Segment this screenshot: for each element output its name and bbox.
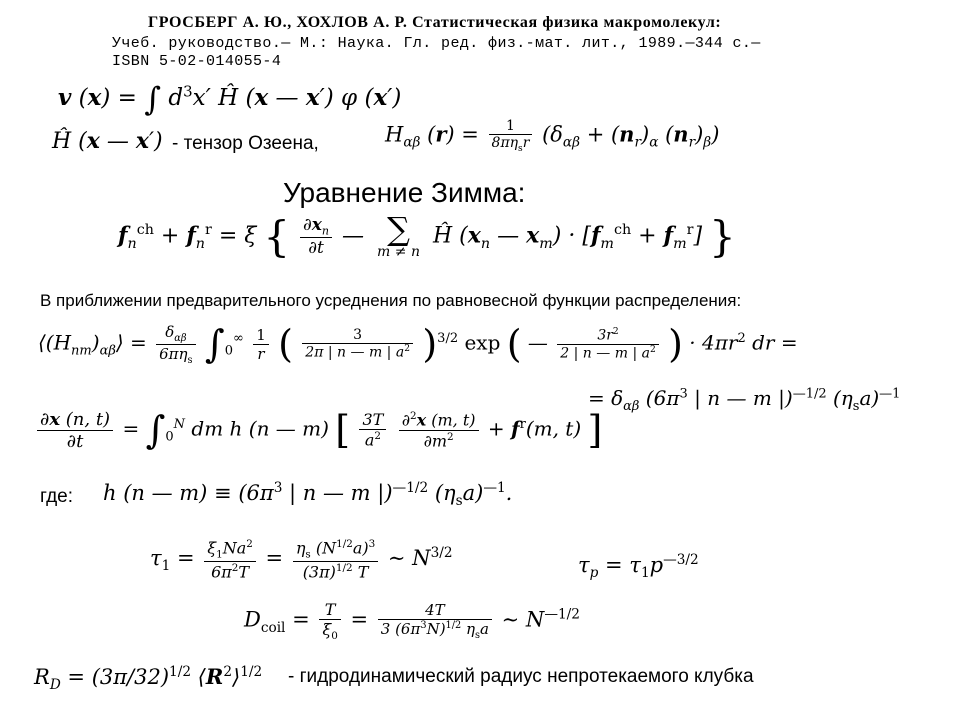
- averaged-oseen-equation: $⟨(H_{nm})_{\alpha\beta}⟩$ = $\frac{\delta_{\alpha\beta}}{6\pi\eta_s}$ $\int_0^\infty$ $\frac{1}{r}$ ( $\frac{3}{2\pi | n — m | a^2}$ )$^{3/2}$ exp ( — $\frac{3r^2}{2 | n — m | a^2}$ ) · $4\pi r^2$ dr =: [38, 322, 798, 366]
- oseen-tensor-equation: $H_{\alpha\beta}$ (r) = $\frac{1}{8\pi\eta_sr}$ ($\delta_{\alpha\beta} + (n_r)_\alpha$ $(n_r)_\beta$): [385, 118, 720, 154]
- where-label: где:: [40, 486, 74, 507]
- kernel-definition: h (n — $m) \equiv (6\pi^3$ | n — m |)$^{—1/2}$ $(\eta_sa)^{—1}$.: [103, 480, 513, 510]
- zimm-equation-heading: Уравнение Зимма:: [283, 177, 526, 208]
- coil-diffusion-equation: $D_{coil}$ = $\frac{T}{\xi_0}$ = $\frac{4T}{3 (6\pi^3N)^{1/2} \eta_sa}$ ∼ $N^{—1/2}$: [244, 600, 580, 643]
- oseen-tensor-label: - тензор Озеена,: [172, 133, 319, 154]
- preaveraged-zimm-equation: $\frac{\partial x (n, t)}{\partial t}$ = $\int_0^N$ dm h (n — m) [ $\frac{3T}{a^2}$ $\frac{\partial^2x (m, t)}{\partial m^2}$ + $f^r(m$, t) ]: [34, 408, 602, 452]
- zimm-relaxation-time-equation: $\tau_1$ = $\frac{\xi_1Na^2}{6\pi^2T}$ = $\frac{\eta_s (N^{1/2}a)^3}{(3\pi)^{1/2} T}$ ∼ $N^{3/2}$: [150, 538, 453, 581]
- reference-title: ГРОСБЕРГ А. Ю., ХОХЛОВ А. Р. Статистическая физика макромолекул:: [148, 14, 722, 31]
- reference-details: Учеб. руководство.— М.: Наука. Гл. ред. физ.-мат. лит., 1989.—344 с.—: [112, 35, 761, 52]
- mode-relaxation-time-equation: $\tau_p = \tau_1p^{—3/2}$: [578, 552, 699, 582]
- hydrodynamic-radius-label: - гидродинамический радиус непротекаемого клубка: [288, 666, 754, 687]
- velocity-field-equation: v (x) = ∫ $d^3x'$ Ĥ (x — x′) φ (x′): [58, 80, 402, 118]
- preaveraging-statement: В приближении предварительного усреднения по равновесной функции распределения:: [40, 291, 742, 310]
- zimm-equation: $f_n^{ch} + f_n^r = \xi$ { $\frac{\partial x_n}{\partial t}$ — ∑ m ≠ n Ĥ ($x_n$ — $x_m) \cdot [f_m^{ch} + f_m^r]$ }: [118, 209, 736, 261]
- hydrodynamic-radius-equation: $R_D = (3\pi/32)^{1/2}$ $⟨R^2⟩^{1/2}$: [34, 664, 263, 694]
- averaged-oseen-result: = $\delta_{\alpha\beta}$ ($6\pi^3$ | n — m |)$^{—1/2}$ $(\eta_sa)^{—1}$: [588, 386, 901, 414]
- reference-isbn: ISBN 5-02-014055-4: [112, 53, 282, 70]
- oseen-tensor-symbol: Ĥ (x — x′): [52, 128, 163, 154]
